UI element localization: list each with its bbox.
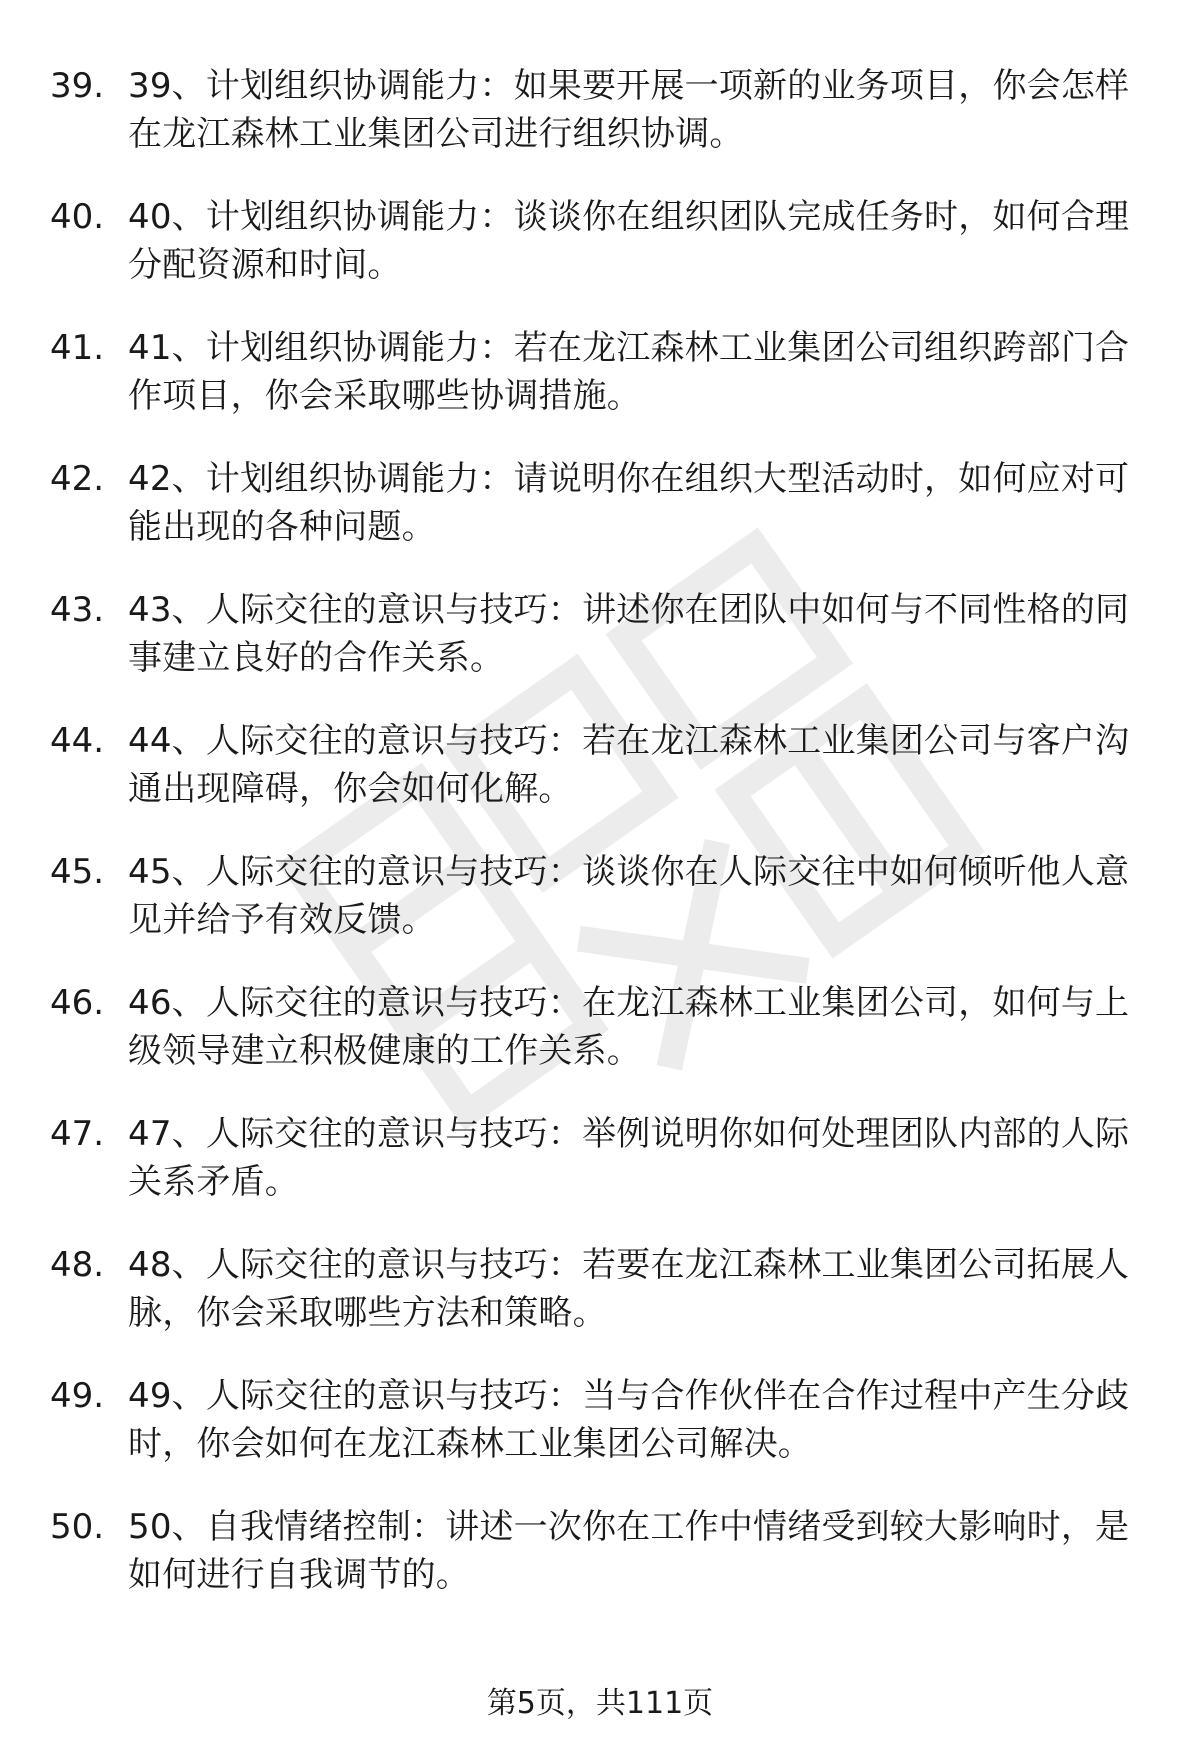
question-number: 46. [50,983,105,1023]
question-number: 50. [50,1507,105,1547]
question-text: 44、人际交往的意识与技巧：若在龙江森林工业集团公司与客户沟通出现障碍，你会如何化解。 [128,721,1130,809]
list-item [50,586,1150,717]
list-item [50,1372,1150,1503]
question-text: 41、计划组织协调能力：若在龙江森林工业集团公司组织跨部门合作项目，你会采取哪些协调措施。 [128,328,1130,416]
question-number: 43. [50,590,105,630]
question-text: 50、自我情绪控制：讲述一次你在工作中情绪受到较大影响时，是如何进行自我调节的。 [128,1507,1130,1595]
list-item [50,1503,1150,1634]
list-item [50,1241,1150,1372]
list-item [50,62,1150,193]
list-item [50,1110,1150,1241]
question-text: 39、计划组织协调能力：如果要开展一项新的业务项目，你会怎样在龙江森林工业集团公司进行组织协调。 [128,66,1130,154]
question-number: 48. [50,1245,105,1285]
list-item [50,848,1150,979]
question-list [50,62,1150,1634]
question-text: 42、计划组织协调能力：请说明你在组织大型活动时，如何应对可能出现的各种问题。 [128,459,1130,547]
question-number: 42. [50,459,105,499]
question-text: 43、人际交往的意识与技巧：讲述你在团队中如何与不同性格的同事建立良好的合作关系。 [128,590,1130,678]
question-text: 46、人际交往的意识与技巧：在龙江森林工业集团公司，如何与上级领导建立积极健康的工作关系。 [128,983,1130,1071]
list-item [50,455,1150,586]
question-number: 44. [50,721,105,761]
question-text: 48、人际交往的意识与技巧：若要在龙江森林工业集团公司拓展人脉，你会采取哪些方法和策略。 [128,1245,1130,1333]
question-text: 49、人际交往的意识与技巧：当与合作伙伴在合作过程中产生分歧时，你会如何在龙江森林工业集团公司解决。 [128,1376,1130,1464]
question-text: 45、人际交往的意识与技巧：谈谈你在人际交往中如何倾听他人意见并给予有效反馈。 [128,852,1130,940]
list-item [50,717,1150,848]
question-number: 39. [50,66,105,106]
question-text: 40、计划组织协调能力：谈谈你在组织团队完成任务时，如何合理分配资源和时间。 [128,197,1130,285]
page-number-footer: 第5页，共111页 [486,1686,714,1721]
question-number: 47. [50,1114,105,1154]
question-number: 41. [50,328,105,368]
question-number: 45. [50,852,105,892]
list-item [50,324,1150,455]
question-number: 49. [50,1376,105,1416]
list-item [50,979,1150,1110]
question-text: 47、人际交往的意识与技巧：举例说明你如何处理团队内部的人际关系矛盾。 [128,1114,1130,1202]
question-number: 40. [50,197,105,237]
list-item [50,193,1150,324]
